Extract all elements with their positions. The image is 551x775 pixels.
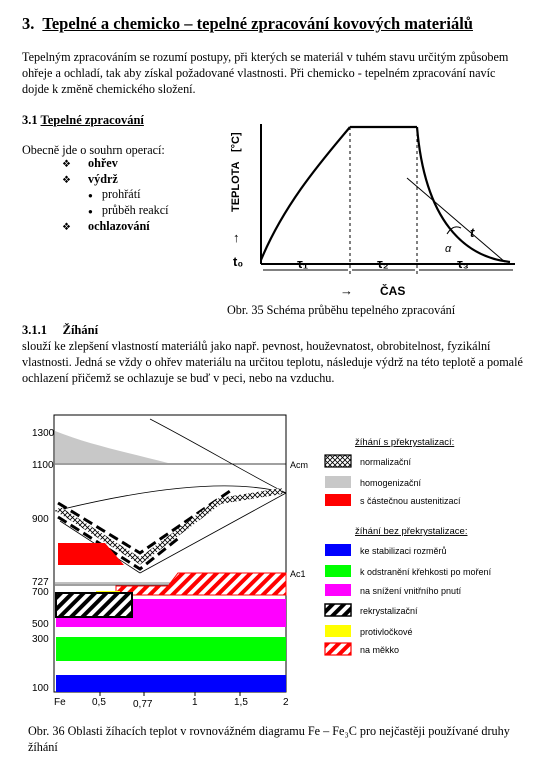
x-tick-label: 1,5 (234, 697, 248, 708)
list-item-label: výdrž (88, 172, 118, 186)
legend-label: rekrystalizační (360, 606, 418, 616)
y-arrow: ↑ (233, 230, 240, 245)
cooling-curve (417, 127, 510, 262)
list-item (62, 172, 118, 187)
zihani-paragraph: slouží ke zlepšení vlastností materiálů jako např. pevnost, houževnatost, obrobitelnost, fyzikální vlastnosti. Jedná se vždy o ohřev materiálu na určitou teplotu, následuje výdrž na této teplotě a pomalé ochlazení přičemž se ochlazuje se buď v peci, nebo na vzduchu. (22, 339, 523, 385)
intro-paragraph: Tepelným zpracováním se rozumí postupy, při kterých se materiál v tuhém stavu určitým způsobem ohřeje a ochladí, tak aby získal požadované vlastnosti. Při chemicko - tepelném zpracování navíc dojde k změně chemického složení. (22, 50, 509, 96)
interval-2-label: τ₂ (377, 256, 389, 271)
legend-swatch-protivlockove (325, 625, 351, 637)
list-item (62, 156, 118, 171)
legend-label: s částečnou austenitizací (360, 496, 461, 506)
figure-35-caption: Obr. 35 Schéma průběhu tepelného zpracování (227, 303, 456, 317)
legend-swatch-castecne (325, 494, 351, 506)
legend-label: homogenizační (360, 478, 422, 488)
interval-1-label: τ₁ (297, 256, 309, 271)
list-item (62, 219, 150, 234)
legend-label: protivločkové (360, 627, 413, 637)
tangent-line (407, 178, 505, 262)
chapter-heading (22, 14, 473, 34)
section-title: Tepelné zpracování (40, 113, 144, 127)
y-unit-label: [°C] (230, 132, 242, 152)
legend-swatch-homogen (325, 476, 351, 488)
list-item-label: ochlazování (88, 219, 150, 233)
y-tick-label: 1300 (32, 428, 55, 439)
bullet-icon: ❖ (62, 175, 71, 186)
list-item-label: prohřátí (101, 187, 141, 201)
recrystallization-overlay (56, 593, 132, 617)
bullet-icon: ❖ (62, 222, 71, 233)
list-item (88, 203, 169, 218)
figure-35-diagram (225, 112, 520, 302)
legend-swatch-rekrystal (325, 604, 351, 616)
ac1-label: Ac1 (290, 569, 306, 579)
y-tick-label: 700 (32, 587, 49, 598)
y-tick-label: 100 (32, 683, 49, 694)
legend-heading-recrystallization: žíhání s překrystalizací: (355, 437, 455, 448)
figure-36-diagram (20, 405, 540, 715)
curve-label-t: t (470, 225, 475, 240)
interval-3-label: τ₃ (457, 256, 469, 271)
y-tick-label: 900 (32, 514, 49, 525)
heating-curve (261, 127, 350, 260)
legend-label: ke stabilizaci rozměrů (360, 546, 447, 556)
section-heading-3-1-1 (22, 323, 98, 338)
acm-label: Acm (290, 460, 308, 470)
legend-swatch-mekko (325, 643, 351, 655)
chapter-title: Tepelné a chemicko – tepelné zpracování kovových materiálů (42, 14, 473, 33)
legend (325, 437, 492, 655)
x-tick-label: Fe (54, 697, 66, 708)
section-number: 3.1 (22, 113, 38, 127)
dimension-stabilization-region (56, 675, 286, 692)
x-tick-label: 0,5 (92, 697, 106, 708)
legend-swatch-normalizace (325, 455, 351, 467)
section-heading-3-1 (22, 113, 144, 128)
x-arrow: → (340, 283, 353, 298)
list-item (88, 187, 140, 202)
x-tick-label: 1 (192, 697, 198, 708)
operations-intro: Obecně jde o souhrn operací: (22, 143, 165, 157)
y-tick-label: 500 (32, 619, 49, 630)
legend-label: na měkko (360, 645, 400, 655)
origin-label: t₀ (233, 254, 244, 269)
bullet-icon: ● (88, 191, 93, 200)
legend-swatch-stabilizace (325, 544, 351, 556)
legend-swatch-pnuti (325, 584, 351, 596)
legend-label: k odstranění křehkosti po moření (360, 567, 492, 577)
list-item-label: průběh reakcí (101, 203, 169, 217)
x-axis-label: ČAS (380, 284, 406, 298)
chapter-number: 3. (22, 14, 35, 33)
legend-heading-no-recrystallization: žíhání bez překrystalizace: (355, 526, 468, 537)
x-tick-label: 2 (283, 697, 289, 708)
figure-36-caption: Obr. 36 Oblasti žíhacích teplot v rovnovážném diagramu Fe – Fe₃C pro nejčastěji používané druhy žíhání (28, 724, 510, 754)
section-title: Žíhání (62, 323, 99, 337)
bullet-icon: ● (88, 207, 93, 216)
legend-label: normalizační (360, 457, 412, 467)
x-tick-label: 0,77 (133, 699, 153, 710)
bullet-icon: ❖ (62, 159, 71, 170)
list-item-label: ohřev (88, 156, 118, 170)
pickling-embrittlement-region (56, 637, 286, 661)
y-axis-label: TEPLOTA (230, 161, 242, 212)
y-tick-label: 727 (32, 577, 49, 588)
section-number: 3.1.1 (22, 323, 47, 337)
angle-label: α (445, 243, 452, 255)
y-tick-label: 1100 (32, 460, 54, 471)
legend-label: na snížení vnitřního pnutí (360, 586, 462, 596)
y-tick-label: 300 (32, 634, 49, 645)
legend-swatch-krehkost (325, 565, 351, 577)
